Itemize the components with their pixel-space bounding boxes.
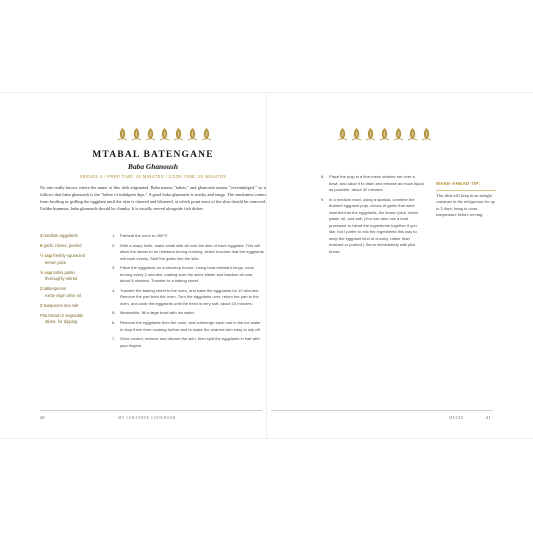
ornament-motif-icon	[145, 127, 156, 141]
page-number-left: 20	[40, 415, 45, 420]
step-item: 1. Preheat the oven to 450°F.	[112, 233, 168, 238]
ornament-motif-icon	[351, 127, 362, 141]
ornament-row-left	[117, 127, 212, 141]
step-item: 8. Place the pulp in a fine-mesh strainer set over a bowl, and allow it to drain and release as much liquid as possible, about 30 minutes.	[321, 174, 424, 193]
ornament-row-right	[337, 127, 432, 141]
method-steps-right	[321, 174, 425, 259]
ingredient-item: 3 medium eggplants	[40, 233, 78, 238]
ornament-motif-icon	[117, 127, 128, 141]
step-item: 4. Transfer the baking sheet to the oven, and bake the eggplants for 10 minutes. Remove the pan from the oven. Turn the eggplants over, return the pan to the oven, and cook the eggplants until the flesh is very soft, about 15 minutes.	[112, 287, 260, 306]
ornament-motif-icon	[379, 127, 390, 141]
tip-text: This dish will keep in an airtight container in the refrigerator for up to 3 days; bring to room temperature before serving.	[436, 192, 495, 218]
running-footer-section: MEZZE	[449, 416, 464, 420]
ingredient-item: 6 garlic cloves, peeled	[40, 242, 82, 248]
step-item: 6. Remove the eggplants from the oven, and submerge each one in the ice water to stop them from cooking further and to make the charred skin easy to slip off.	[112, 320, 261, 332]
ingredient-item: ½ cup freshly squeezed lemon juice	[40, 252, 85, 265]
ornament-motif-icon	[337, 127, 348, 141]
page-gutter	[266, 93, 267, 438]
recipe-meta: SERVES 4 / PREP TIME: 40 MINUTES / COOK TIME: 30 MINUTES	[79, 174, 227, 179]
ornament-motif-icon	[173, 127, 184, 141]
recipe-title: MTABAL BATENGANE	[92, 150, 214, 160]
ingredient-item: 2 tablespoons extra-virgin olive oil	[40, 286, 81, 298]
ornament-motif-icon	[159, 127, 170, 141]
step-item: 5. Meanwhile, fill a large bowl with ice water.	[112, 310, 195, 316]
recipe-subtitle: Baba Ghanoush	[128, 162, 178, 171]
tip-label: MAKE-AHEAD TIP:	[436, 181, 496, 191]
ingredient-item: Pita bread or vegetable sticks, for dipping	[40, 312, 84, 325]
footer-rule-right	[271, 410, 493, 411]
page-number-right: 21	[486, 415, 491, 420]
ornament-motif-icon	[365, 127, 376, 141]
ingredient-item: 2 teaspoons sea salt	[40, 302, 79, 308]
step-item: 2. With a sharp knife, make small slits all over the skin of each eggplant. This will allow the steam to be released during cooking, which ensures that the eggplants will cook evenly. Stuff the garlic into the slits.	[112, 242, 264, 261]
footer-rule-left	[40, 410, 262, 411]
ingredient-item: ½ cup tahini paste, thoroughly stirred	[40, 269, 78, 282]
ingredient-list	[40, 233, 98, 329]
ornament-motif-icon	[393, 127, 404, 141]
step-item: 3. Place the eggplants on a stovetop burner. Using heat-resistant tongs, cook, turning every 2 minutes, making sure the skins blister and blacken all over, about 5 minutes. Transfer to a baking sheet.	[112, 265, 255, 284]
ornament-motif-icon	[131, 127, 142, 141]
ornament-motif-icon	[407, 127, 418, 141]
running-footer-book-title: MY LEBANESE COOKBOOK	[118, 416, 177, 420]
make-ahead-tip	[436, 181, 496, 219]
ornament-motif-icon	[201, 127, 212, 141]
ornament-motif-icon	[187, 127, 198, 141]
ornament-motif-icon	[421, 127, 432, 141]
step-item: 9. In a medium bowl, using a spatula, combine the drained eggplant pulp, cloves of garlic that were inserted into the eggplants, the lemon juice, tahini paste, oil, and salt. (You can also use a food processor to blend the ingredients together if you like, but I prefer to mix the ingredients this way to keep the eggplant kind of chunky, rather than mashed or puréed.) Serve immediately with pita bread.	[321, 196, 418, 255]
recipe-intro: No one really knows where the name of this dish originated. Baba means "father," and ghanoush means "overindulged," so it follows that baba ghanoush is the "father of indulgent dips." A good baba ghanoush is smoky and tangy. The smokiness comes from broiling or grilling the eggplant until the skin is charred and blistered, at which point most of the skin should be removed. Unlike hummus, baba ghanoush should be chunky. It is usually served alongside fish dishes.	[40, 185, 266, 212]
step-item: 7. Once cooled, remove and discard the skin, then split the eggplants in half with your fingers.	[112, 336, 260, 348]
method-steps-left	[112, 233, 264, 352]
